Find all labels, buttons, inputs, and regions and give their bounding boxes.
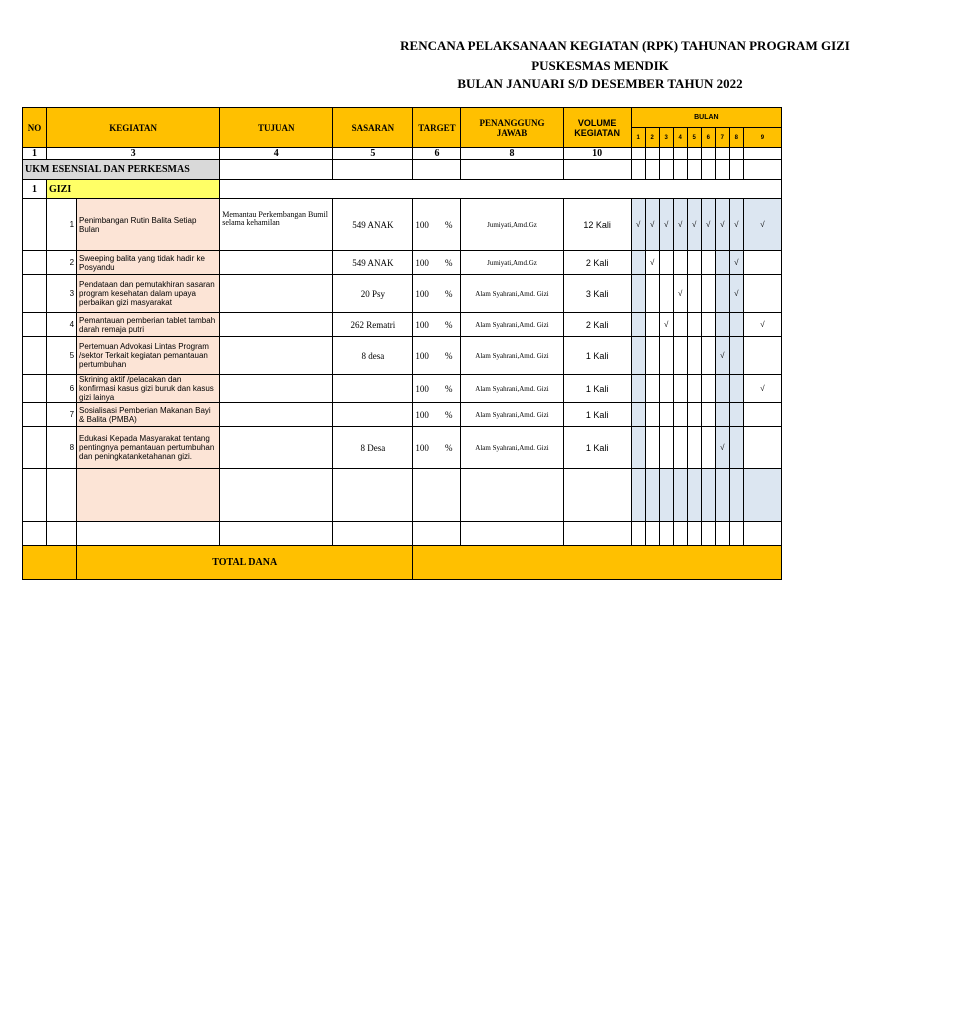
header-month: 3 xyxy=(659,128,673,148)
table-row xyxy=(23,337,782,375)
month-cell xyxy=(645,375,659,403)
header-month: 2 xyxy=(645,128,659,148)
subsection-row xyxy=(23,180,782,199)
month-cell xyxy=(743,427,781,469)
month-cell: √ xyxy=(715,337,729,375)
month-cell xyxy=(673,337,687,375)
row-penanggung-jawab: Jumiyati,Amd.Gz xyxy=(461,199,563,251)
colnum-tujuan: 4 xyxy=(220,148,333,160)
header-volume-kegiatan: VOLUME KEGIATAN xyxy=(563,108,631,148)
month-cell: √ xyxy=(659,313,673,337)
month-cell xyxy=(645,275,659,313)
total-row xyxy=(23,546,782,580)
total-dana-label: TOTAL DANA xyxy=(77,546,413,580)
row-penanggung-jawab: Alam Syahrani,Amd. Gizi xyxy=(461,337,563,375)
month-cell: √ xyxy=(729,275,743,313)
month-cell xyxy=(729,313,743,337)
document-title: RENCANA PELAKSANAAN KEGIATAN (RPK) TAHUNAN PROGRAM GIZI xyxy=(400,38,850,53)
header-no: NO xyxy=(23,108,47,148)
month-cell xyxy=(673,427,687,469)
month-cell xyxy=(729,337,743,375)
month-cell: √ xyxy=(687,199,701,251)
row-target xyxy=(413,403,461,427)
header-bulan: BULAN xyxy=(631,108,781,128)
month-cell xyxy=(715,251,729,275)
row-volume: 1 Kali xyxy=(563,427,631,469)
row-penanggung-jawab: Alam Syahrani,Amd. Gizi xyxy=(461,427,563,469)
month-cell xyxy=(743,403,781,427)
month-cell: √ xyxy=(729,251,743,275)
month-cell xyxy=(687,403,701,427)
row-target xyxy=(413,251,461,275)
row-volume: 2 Kali xyxy=(563,251,631,275)
month-cell xyxy=(701,275,715,313)
month-cell xyxy=(659,251,673,275)
colnum-no: 1 xyxy=(23,148,47,160)
month-cell: √ xyxy=(715,427,729,469)
row-no-cell xyxy=(23,251,47,275)
row-volume: 1 Kali xyxy=(563,337,631,375)
month-cell xyxy=(631,427,645,469)
month-cell xyxy=(729,375,743,403)
month-cell xyxy=(701,427,715,469)
row-no-cell xyxy=(23,403,47,427)
month-cell: √ xyxy=(659,199,673,251)
header-month: 8 xyxy=(729,128,743,148)
header-kegiatan: KEGIATAN xyxy=(47,108,220,148)
colnum-penanggung-jawab: 8 xyxy=(461,148,563,160)
table-row xyxy=(23,427,782,469)
row-sasaran: 549 ANAK xyxy=(333,199,413,251)
table-row xyxy=(23,313,782,337)
row-index: 6 xyxy=(47,375,77,403)
month-cell: √ xyxy=(715,199,729,251)
row-target-value: 100 xyxy=(415,319,429,330)
row-target xyxy=(413,275,461,313)
row-kegiatan: Penimbangan Rutin Balita Setiap Bulan xyxy=(77,199,220,251)
month-cell xyxy=(631,337,645,375)
month-cell xyxy=(687,375,701,403)
month-cell xyxy=(631,275,645,313)
row-index: 5 xyxy=(47,337,77,375)
month-cell xyxy=(631,375,645,403)
row-index: 3 xyxy=(47,275,77,313)
row-sasaran xyxy=(333,403,413,427)
month-cell: √ xyxy=(729,199,743,251)
section-row xyxy=(23,160,782,180)
empty-row xyxy=(23,522,782,546)
month-cell xyxy=(673,251,687,275)
table-row xyxy=(23,375,782,403)
row-kegiatan: Pendataan dan pemutakhiran sasaran program kesehatan dalam upaya perbaikan gizi masyarakat xyxy=(77,275,220,313)
row-no-cell xyxy=(23,427,47,469)
row-target xyxy=(413,199,461,251)
subsection-title: GIZI xyxy=(47,180,220,199)
row-target xyxy=(413,375,461,403)
document-subtitle: PUSKESMAS MENDIK xyxy=(531,58,669,73)
row-no-cell xyxy=(23,375,47,403)
table-row xyxy=(23,251,782,275)
row-penanggung-jawab: Alam Syahrani,Amd. Gizi xyxy=(461,275,563,313)
row-penanggung-jawab: Jumiyati,Amd.Gz xyxy=(461,251,563,275)
row-target-value: 100 xyxy=(415,219,429,230)
row-target-unit: % xyxy=(444,350,453,361)
row-volume: 1 Kali xyxy=(563,375,631,403)
row-index: 2 xyxy=(47,251,77,275)
row-sasaran: 20 Psy xyxy=(333,275,413,313)
month-cell xyxy=(645,313,659,337)
row-target-value: 100 xyxy=(415,257,429,268)
header-month: 1 xyxy=(631,128,645,148)
month-cell xyxy=(687,313,701,337)
month-cell xyxy=(701,375,715,403)
row-target-unit: % xyxy=(444,319,453,330)
column-number-row xyxy=(23,148,782,160)
header-tujuan: TUJUAN xyxy=(220,108,333,148)
table-row xyxy=(23,199,782,251)
month-cell xyxy=(701,403,715,427)
month-cell xyxy=(701,313,715,337)
row-target-unit: % xyxy=(444,219,453,230)
month-cell xyxy=(743,275,781,313)
month-cell xyxy=(659,427,673,469)
row-volume: 12 Kali xyxy=(563,199,631,251)
month-cell xyxy=(659,375,673,403)
table-row xyxy=(23,275,782,313)
row-no-cell xyxy=(23,337,47,375)
subsection-no: 1 xyxy=(23,180,47,199)
month-cell: √ xyxy=(743,313,781,337)
row-tujuan xyxy=(220,427,333,469)
month-cell xyxy=(715,403,729,427)
month-cell xyxy=(715,313,729,337)
month-cell xyxy=(715,375,729,403)
month-cell xyxy=(743,251,781,275)
row-tujuan xyxy=(220,403,333,427)
colnum-kegiatan: 3 xyxy=(47,148,220,160)
row-sasaran: 262 Rematri xyxy=(333,313,413,337)
row-volume: 2 Kali xyxy=(563,313,631,337)
colnum-target: 6 xyxy=(413,148,461,160)
month-cell xyxy=(673,313,687,337)
header-month: 5 xyxy=(687,128,701,148)
colnum-sasaran: 5 xyxy=(333,148,413,160)
header-sasaran: SASARAN xyxy=(333,108,413,148)
month-cell: √ xyxy=(743,375,781,403)
month-cell xyxy=(687,337,701,375)
row-index: 8 xyxy=(47,427,77,469)
row-target-unit: % xyxy=(444,288,453,299)
month-cell xyxy=(645,403,659,427)
month-cell xyxy=(673,403,687,427)
row-penanggung-jawab: Alam Syahrani,Amd. Gizi xyxy=(461,313,563,337)
row-target xyxy=(413,313,461,337)
row-index: 4 xyxy=(47,313,77,337)
header-penanggung-jawab: PENANGGUNG JAWAB xyxy=(461,108,563,148)
row-index: 7 xyxy=(47,403,77,427)
rpk-sheet xyxy=(22,107,768,589)
month-cell xyxy=(659,275,673,313)
table-row xyxy=(23,403,782,427)
header-month: 4 xyxy=(673,128,687,148)
row-no-cell xyxy=(23,199,47,251)
row-sasaran: 8 Desa xyxy=(333,427,413,469)
row-target-value: 100 xyxy=(415,442,429,453)
header-month: 7 xyxy=(715,128,729,148)
row-kegiatan: Edukasi Kepada Masyarakat tentang pentingnya pemantauan pertumbuhan dan peningkatanketahanan gizi. xyxy=(77,427,220,469)
document-period: BULAN JANUARI S/D DESEMBER TAHUN 2022 xyxy=(457,76,743,91)
row-no-cell xyxy=(23,313,47,337)
month-cell xyxy=(687,251,701,275)
month-cell xyxy=(631,403,645,427)
row-penanggung-jawab: Alam Syahrani,Amd. Gizi xyxy=(461,403,563,427)
month-cell: √ xyxy=(673,199,687,251)
row-volume: 1 Kali xyxy=(563,403,631,427)
header-month: 6 xyxy=(701,128,715,148)
month-cell xyxy=(701,337,715,375)
colnum-volume: 10 xyxy=(563,148,631,160)
month-cell xyxy=(645,427,659,469)
month-cell xyxy=(645,337,659,375)
row-kegiatan: Pemantauan pemberian tablet tambah darah remaja putri xyxy=(77,313,220,337)
row-index: 1 xyxy=(47,199,77,251)
row-tujuan xyxy=(220,275,333,313)
row-target-value: 100 xyxy=(415,409,429,420)
row-target xyxy=(413,427,461,469)
row-kegiatan: Skrining aktif /pelacakan dan konfirmasi kasus gizi buruk dan kasus gizi lainya xyxy=(77,375,220,403)
row-target-value: 100 xyxy=(415,288,429,299)
month-cell xyxy=(631,251,645,275)
month-cell: √ xyxy=(673,275,687,313)
row-target-value: 100 xyxy=(415,383,429,394)
month-cell xyxy=(659,403,673,427)
section-title: UKM ESENSIAL DAN PERKESMAS xyxy=(23,160,220,180)
month-cell xyxy=(659,337,673,375)
row-tujuan xyxy=(220,313,333,337)
row-kegiatan: Pertemuan Advokasi Lintas Program /sektor Terkait kegiatan pemantauan pertumbuhan xyxy=(77,337,220,375)
month-cell xyxy=(687,427,701,469)
row-kegiatan: Sosialisasi Pemberian Makanan Bayi & Balita (PMBA) xyxy=(77,403,220,427)
row-sasaran xyxy=(333,375,413,403)
rpk-table xyxy=(22,107,782,580)
month-cell xyxy=(701,251,715,275)
empty-row xyxy=(23,469,782,522)
month-cell xyxy=(673,375,687,403)
month-cell: √ xyxy=(701,199,715,251)
row-target-unit: % xyxy=(444,383,453,394)
month-cell: √ xyxy=(645,251,659,275)
row-tujuan: Memantau Perkembangan Bumil selama kehamilan xyxy=(220,199,333,251)
row-target-unit: % xyxy=(444,442,453,453)
row-tujuan xyxy=(220,375,333,403)
row-target-value: 100 xyxy=(415,350,429,361)
month-cell xyxy=(687,275,701,313)
header-month: 9 xyxy=(743,128,781,148)
month-cell xyxy=(729,427,743,469)
row-target-unit: % xyxy=(444,409,453,420)
row-sasaran: 549 ANAK xyxy=(333,251,413,275)
row-tujuan xyxy=(220,337,333,375)
row-penanggung-jawab: Alam Syahrani,Amd. Gizi xyxy=(461,375,563,403)
month-cell: √ xyxy=(743,199,781,251)
month-cell xyxy=(729,403,743,427)
row-no-cell xyxy=(23,275,47,313)
month-cell xyxy=(715,275,729,313)
row-tujuan xyxy=(220,251,333,275)
row-target xyxy=(413,337,461,375)
row-volume: 3 Kali xyxy=(563,275,631,313)
row-kegiatan: Sweeping balita yang tidak hadir ke Posyandu xyxy=(77,251,220,275)
month-cell xyxy=(631,313,645,337)
header-row xyxy=(23,108,782,128)
month-cell: √ xyxy=(631,199,645,251)
row-sasaran: 8 desa xyxy=(333,337,413,375)
header-target: TARGET xyxy=(413,108,461,148)
row-target-unit: % xyxy=(444,257,453,268)
month-cell xyxy=(743,337,781,375)
month-cell: √ xyxy=(645,199,659,251)
